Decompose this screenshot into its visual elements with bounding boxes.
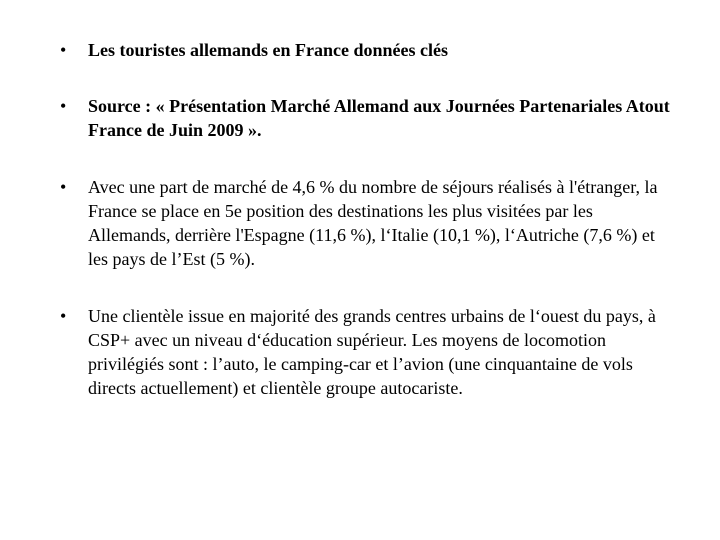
bullet-text: Les touristes allemands en France données clés: [88, 40, 448, 60]
bullet-dot: •: [60, 96, 67, 116]
bullet-dot: •: [60, 306, 67, 326]
bullet-list: [0, 38, 720, 400]
bullet-text: Source : « Présentation Marché Allemand aux Journées Partenariales Atout France de Juin 2009 ».: [88, 96, 670, 140]
bullet-text: Avec une part de marché de 4,6 % du nombre de séjours réalisés à l'étranger, la France se place en 5e position des destinations les plus visitées par les Allemands, derrière l'Espagne (11,6 %), l‘Italie (10,1 %), l‘Autriche (7,6 %) et les pays de l’Est (5 %).: [88, 177, 658, 269]
bullet-dot: •: [60, 40, 67, 60]
bullet-item-title: [0, 38, 720, 62]
bullet-item-clientele: [0, 304, 720, 400]
bullet-text: Une clientèle issue en majorité des grands centres urbains de l‘ouest du pays, à CSP+ avec un niveau d‘éducation supérieur. Les moyens de locomotion privilégiés sont : l’auto, le camping-car et l’avion (une cinquantaine de vols directs actuellement) et clientèle groupe autocariste.: [88, 306, 656, 398]
bullet-item-market-share: [0, 175, 720, 271]
bullet-item-source: [0, 94, 720, 142]
bullet-dot: •: [60, 177, 67, 197]
